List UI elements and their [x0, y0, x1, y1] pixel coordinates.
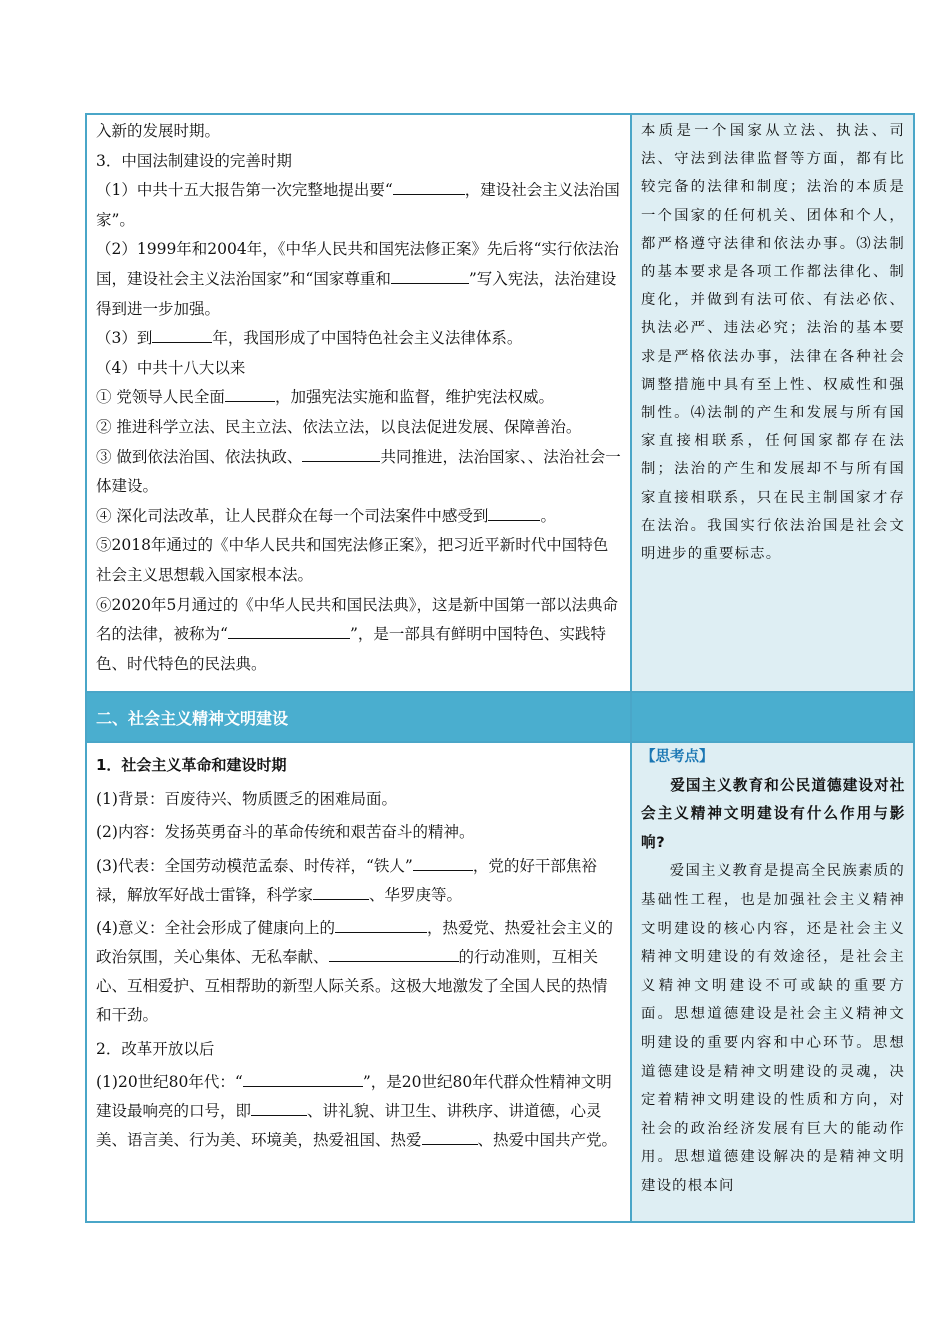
fill-blank [302, 444, 380, 462]
text-line: (3)代表：全国劳动模范孟泰、时传祥，“铁人” ，党的好干部焦裕禄，解放军好战士雷锋，科学家 、华罗庚等。 [96, 852, 621, 910]
section2-sidebar-note [631, 742, 914, 1222]
fill-blank [391, 266, 469, 284]
section1-row [86, 114, 914, 692]
fill-blank [243, 1069, 363, 1087]
text-line: (4)意义：全社会形成了健康向上的 ，热爱党、热爱社会主义的政治氛围，关心集体、无私奉献、 的行动准则，互相关心、互相爱护、互相帮助的新型人际关系。这极大地激发了全国人民的热情和干劲。 [96, 914, 621, 1030]
text-line: ① 党领导人民全面 ，加强宪法实施和监督，维护宪法权威。 [96, 383, 621, 413]
fill-blank [251, 1098, 307, 1116]
fill-blank [413, 853, 473, 871]
subheading-revolution-period: 1．社会主义革命和建设时期 [96, 756, 287, 774]
subheading-legal-perfection: 3．中国法制建设的完善时期 [96, 151, 292, 170]
study-notes-table [85, 113, 915, 1223]
section2-row [86, 742, 914, 1222]
section2-header-row [86, 692, 914, 742]
text-line: (1)背景：百废待兴、物质匮乏的困难局面。 [96, 789, 397, 808]
text-line: ⑥2020年5月通过的《中华人民共和国民法典》，这是新中国第一部以法典命名的法律，被称为“ ”，是一部具有鲜明中国特色、实践特色、时代特色的民法典。 [96, 595, 619, 673]
fill-blank [422, 1127, 478, 1145]
subheading-reform-period: 2．改革开放以后 [96, 1039, 215, 1058]
sidebar-clip [641, 743, 905, 1213]
fill-blank [335, 915, 427, 933]
text-line: (2)内容：发扬英勇奋斗的革命传统和艰苦奋斗的精神。 [96, 823, 475, 841]
text-line: ⑤2018年通过的《中华人民共和国宪法修正案》，把习近平新时代中国特色社会主义思想载入国家根本法。 [96, 536, 609, 584]
fill-blank [313, 882, 369, 900]
text-line: （4）中共十八大以来 [96, 358, 246, 377]
think-point-question: 爱国主义教育和公民道德建设对社会主义精神文明建设有什么作用与影响? [641, 776, 905, 851]
think-point-answer: 爱国主义教育是提高全民族素质的基础性工程，也是加强社会主义精神文明建设的核心内容，还是社会主义精神文明建设的有效途径，是社会主义精神文明建设不可或缺的重要方面。思想道德建设是社会主义精神文明建设的重要内容和中心环节。思想道德建设是精神文明建设的灵魂，决定着精神文明建设的性质和方向，对社会的政治经济发展有巨大的能动作用。思想道德建设解决的是精神文明建设的根本问 [641, 863, 905, 1194]
fill-blank [329, 944, 459, 962]
text-line: ② 推进科学立法、民主立法、依法立法，以良法促进发展、保障善治。 [96, 417, 582, 436]
text-line: （3）到 年，我国形成了中国特色社会主义法律体系。 [96, 324, 621, 354]
fill-blank [152, 325, 212, 343]
fill-blank [393, 177, 465, 195]
fill-blank [228, 621, 350, 639]
text-line: ④ 深化司法改革，让人民群众在每一个司法案件中感受到 。 [96, 502, 621, 532]
text-line: (1)20世纪80年代：“ ”，是20世纪80年代群众性精神文明建设最响亮的口号，即 、讲礼貌、讲卫生、讲秩序、讲道德，心灵美、语言美、行为美、环境美，热爱祖国、热爱 、热爱中国共产党。 [96, 1068, 621, 1155]
section1-sidebar-note: 本质是一个国家从立法、执法、司法、守法到法律监督等方面，都有比较完备的法律和制度；法治的本质是一个国家的任何机关、团体和个人，都严格遵守法律和依法办事。⑶法制的基本要求是各项工作都法律化、制度化，并做到有法可依、有法必依、执法必严、违法必究；法治的基本要求是严格依法办事，法律在各种社会调整措施中具有至上性、权威性和强制性。⑷法制的产生和发展与所有国家直接相联系，任何国家都存在法制；法治的产生和发展却不与所有国家直接相联系，只在民主制国家才存在法治。我国实行依法治国是社会文明进步的重要标志。 [631, 114, 914, 692]
fill-blank [488, 503, 540, 521]
text-line: （1）中共十五大报告第一次完整地提出要“ ，建设社会主义法治国家”。 [96, 176, 621, 235]
text-line: ③ 做到依法治国、依法执政、 共同推进，法治国家、、法治社会一体建设。 [96, 443, 621, 502]
fill-blank [225, 384, 275, 402]
section2-header-blank [631, 692, 914, 742]
section2-heading: 二、社会主义精神文明建设 [86, 692, 631, 742]
text-line: 入新的发展时期。 [96, 122, 221, 140]
think-point-tag: 【思考点】 [641, 749, 714, 765]
section2-main-content [86, 742, 631, 1222]
document-table-wrapper [85, 113, 905, 1223]
text-line: （2）1999年和2004年，《中华人民共和国宪法修正案》先后将“实行依法治国，建设社会主义法治国家”和“国家尊重和 ”写入宪法，法治建设得到进一步加强。 [96, 240, 619, 318]
section1-main-content [86, 114, 631, 692]
